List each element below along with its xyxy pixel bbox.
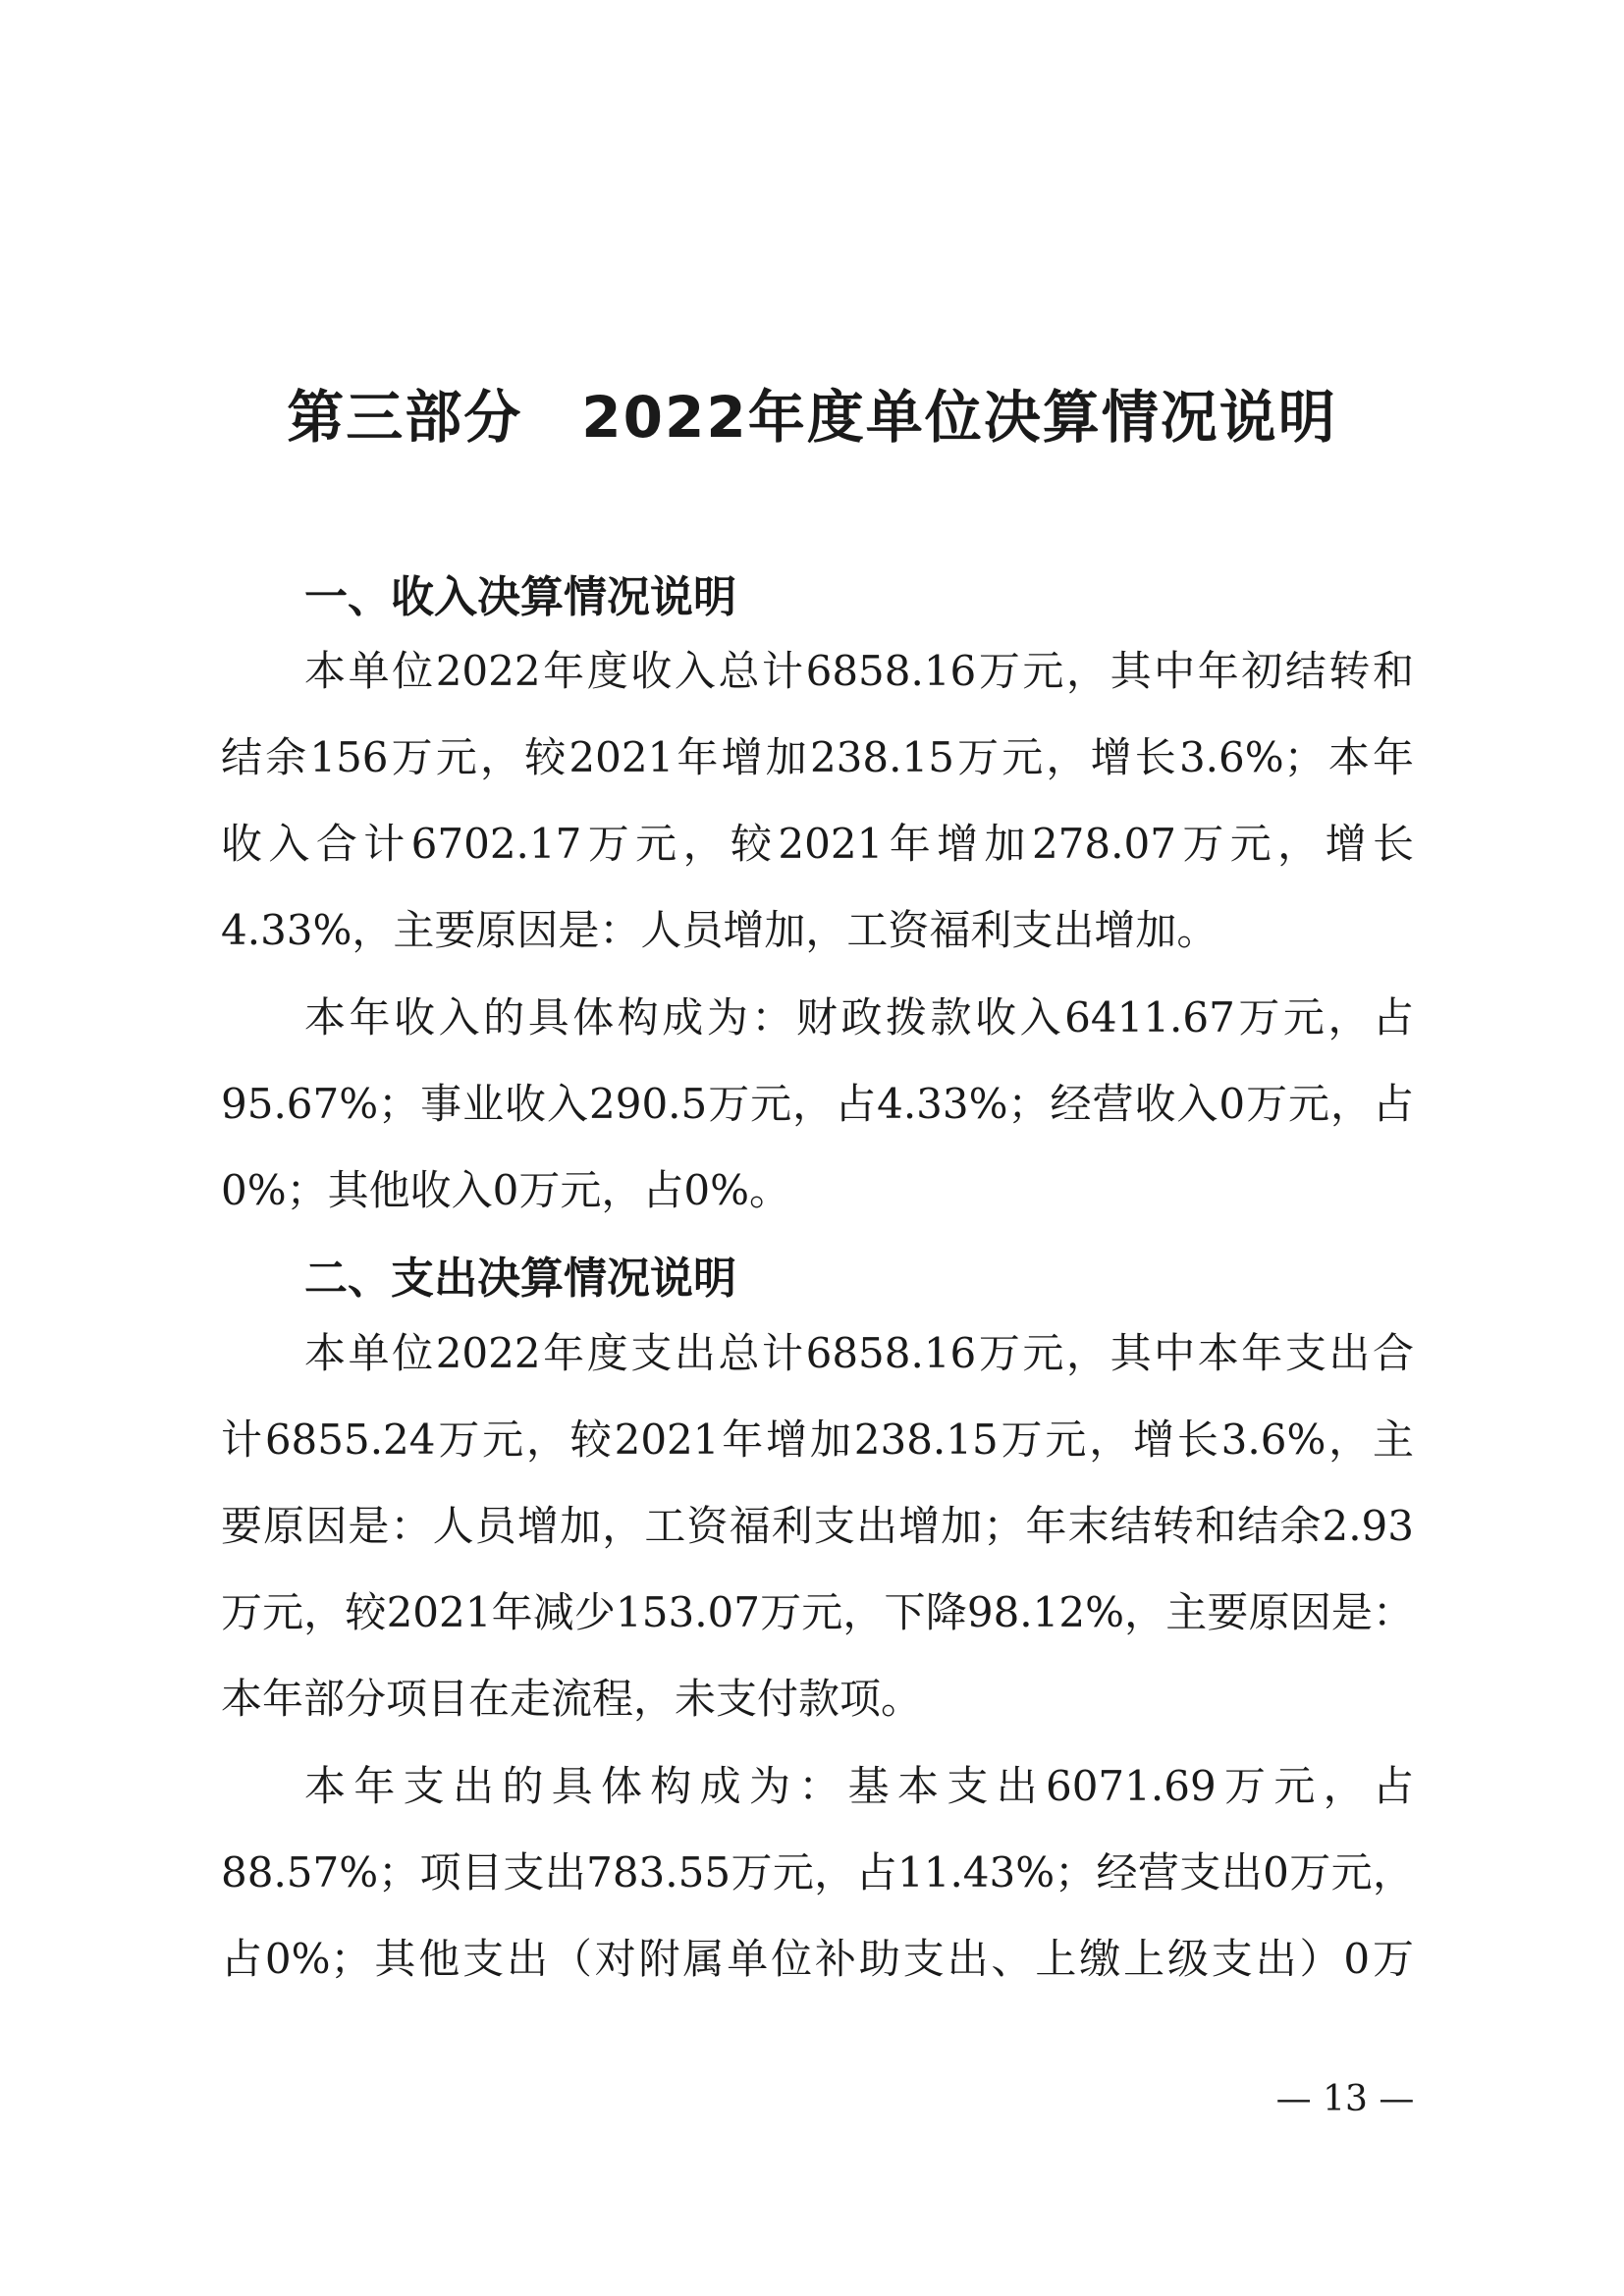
paragraph-line: 要原因是：人员增加，工资福利支出增加；年末结转和结余2.93 — [221, 1502, 1414, 1550]
page-number: — 13 — — [1275, 2079, 1415, 2119]
page-title: 第三部分 2022年度单位决算情况说明 — [287, 384, 1337, 451]
paragraph-line: 0%；其他收入0万元，占0%。 — [221, 1166, 790, 1214]
paragraph-line: 88.57%；项目支出783.55万元，占11.43%；经营支出0万元， — [221, 1848, 1414, 1896]
paragraph-line: 本年支出的具体构成为：基本支出6071.69万元，占 — [304, 1762, 1414, 1810]
paragraph-line: 本单位2022年度支出总计6858.16万元，其中本年支出合 — [304, 1329, 1414, 1377]
section-heading-income: 一、收入决算情况说明 — [304, 572, 736, 622]
paragraph-line: 本单位2022年度收入总计6858.16万元，其中年初结转和 — [304, 647, 1414, 695]
paragraph-line: 4.33%，主要原因是：人员增加，工资福利支出增加。 — [221, 906, 1218, 954]
paragraph-line: 结余156万元，较2021年增加238.15万元，增长3.6%；本年 — [221, 733, 1414, 781]
section-heading-expenditure: 二、支出决算情况说明 — [304, 1254, 736, 1304]
paragraph-line: 万元，较2021年减少153.07万元，下降98.12%，主要原因是： — [221, 1588, 1414, 1636]
paragraph-line: 占0%；其他支出（对附属单位补助支出、上缴上级支出）0万 — [221, 1935, 1414, 1983]
paragraph-line: 95.67%；事业收入290.5万元，占4.33%；经营收入0万元，占 — [221, 1080, 1414, 1128]
paragraph-line: 本年收入的具体构成为：财政拨款收入6411.67万元，占 — [304, 993, 1414, 1041]
paragraph-line: 收入合计6702.17万元，较2021年增加278.07万元，增长 — [221, 820, 1414, 868]
paragraph-line: 本年部分项目在走流程，未支付款项。 — [221, 1675, 923, 1723]
paragraph-line: 计6855.24万元，较2021年增加238.15万元，增长3.6%，主 — [221, 1415, 1414, 1464]
